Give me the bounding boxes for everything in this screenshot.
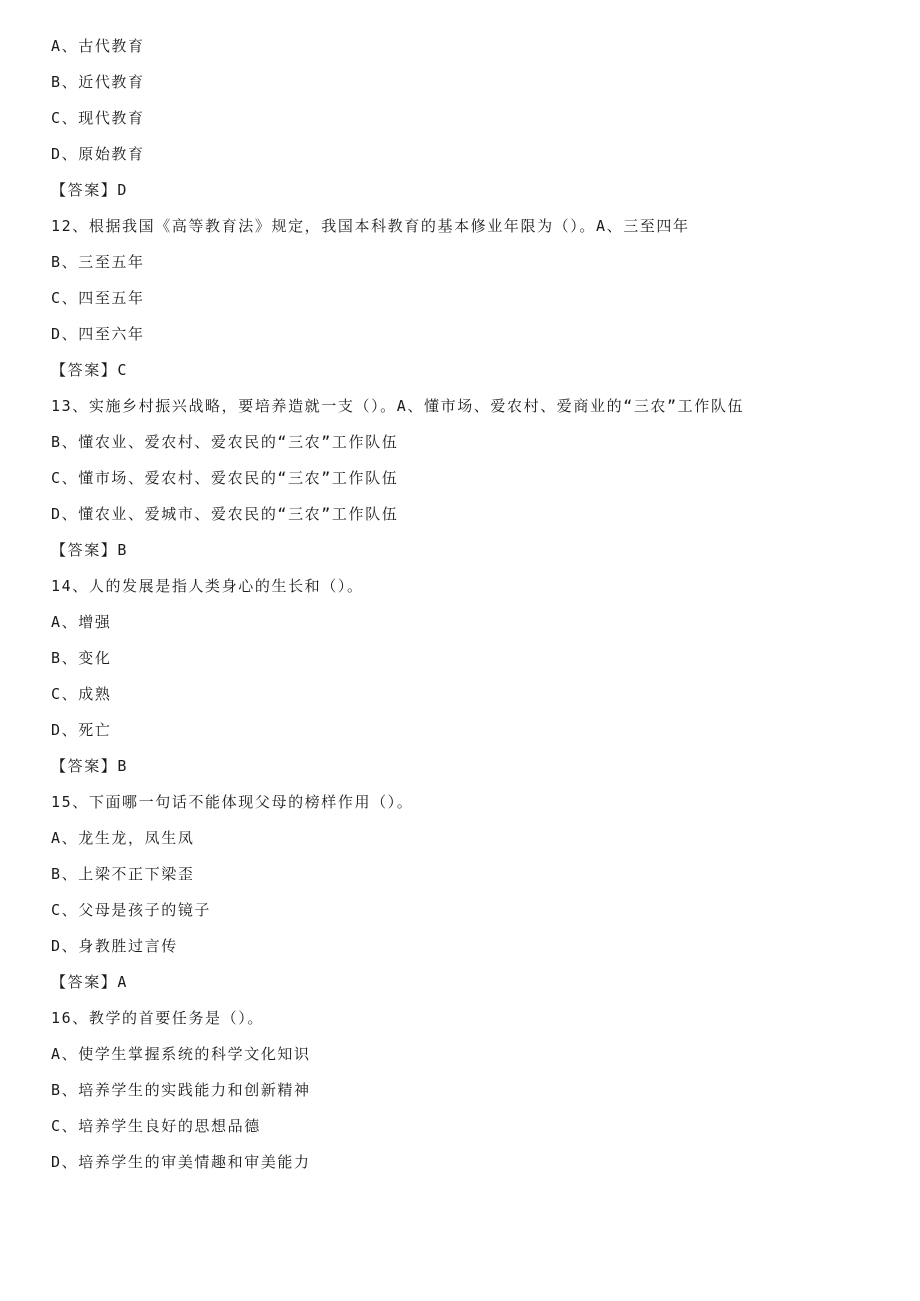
- option-15-b: B、上梁不正下梁歪: [51, 865, 195, 883]
- option-12-d: D、四至六年: [51, 325, 145, 343]
- question-13: 13、实施乡村振兴战略，要培养造就一支（）。A、懂市场、爱农村、爱商业的“三农”工作队伍: [51, 397, 745, 415]
- option-13-d: D、懂农业、爱城市、爱农民的“三农”工作队伍: [51, 505, 399, 523]
- option-14-b: B、变化: [51, 649, 112, 667]
- option-16-b: B、培养学生的实践能力和创新精神: [51, 1081, 311, 1099]
- option-14-a: A、增强: [51, 613, 112, 631]
- option-11-a: A、古代教育: [51, 37, 145, 55]
- option-13-c: C、懂市场、爱农村、爱农民的“三农”工作队伍: [51, 469, 399, 487]
- question-list: [51, 33, 881, 1185]
- option-16-a: A、使学生掌握系统的科学文化知识: [51, 1045, 311, 1063]
- option-16-d: D、培养学生的审美情趣和审美能力: [51, 1153, 311, 1171]
- option-14-d: D、死亡: [51, 721, 112, 739]
- answer-14: 【答案】B: [51, 757, 129, 775]
- answer-13: 【答案】B: [51, 541, 129, 559]
- option-12-c: C、四至五年: [51, 289, 145, 307]
- option-16-c: C、培养学生良好的思想品德: [51, 1117, 261, 1135]
- question-15: 15、下面哪一句话不能体现父母的榜样作用（）。: [51, 793, 414, 811]
- option-15-a: A、龙生龙，凤生凤: [51, 829, 195, 847]
- option-13-b: B、懂农业、爱农村、爱农民的“三农”工作队伍: [51, 433, 399, 451]
- option-11-d: D、原始教育: [51, 145, 145, 163]
- option-15-c: C、父母是孩子的镜子: [51, 901, 212, 919]
- question-16: 16、教学的首要任务是（）。: [51, 1009, 264, 1027]
- option-14-c: C、成熟: [51, 685, 112, 703]
- question-12: 12、根据我国《高等教育法》规定，我国本科教育的基本修业年限为（）。A、三至四年: [51, 217, 690, 235]
- answer-15: 【答案】A: [51, 973, 129, 991]
- option-12-b: B、三至五年: [51, 253, 145, 271]
- answer-12: 【答案】C: [51, 361, 129, 379]
- answer-11: 【答案】D: [51, 181, 129, 199]
- option-11-b: B、近代教育: [51, 73, 145, 91]
- option-15-d: D、身教胜过言传: [51, 937, 178, 955]
- question-14: 14、人的发展是指人类身心的生长和（）。: [51, 577, 364, 595]
- option-11-c: C、现代教育: [51, 109, 145, 127]
